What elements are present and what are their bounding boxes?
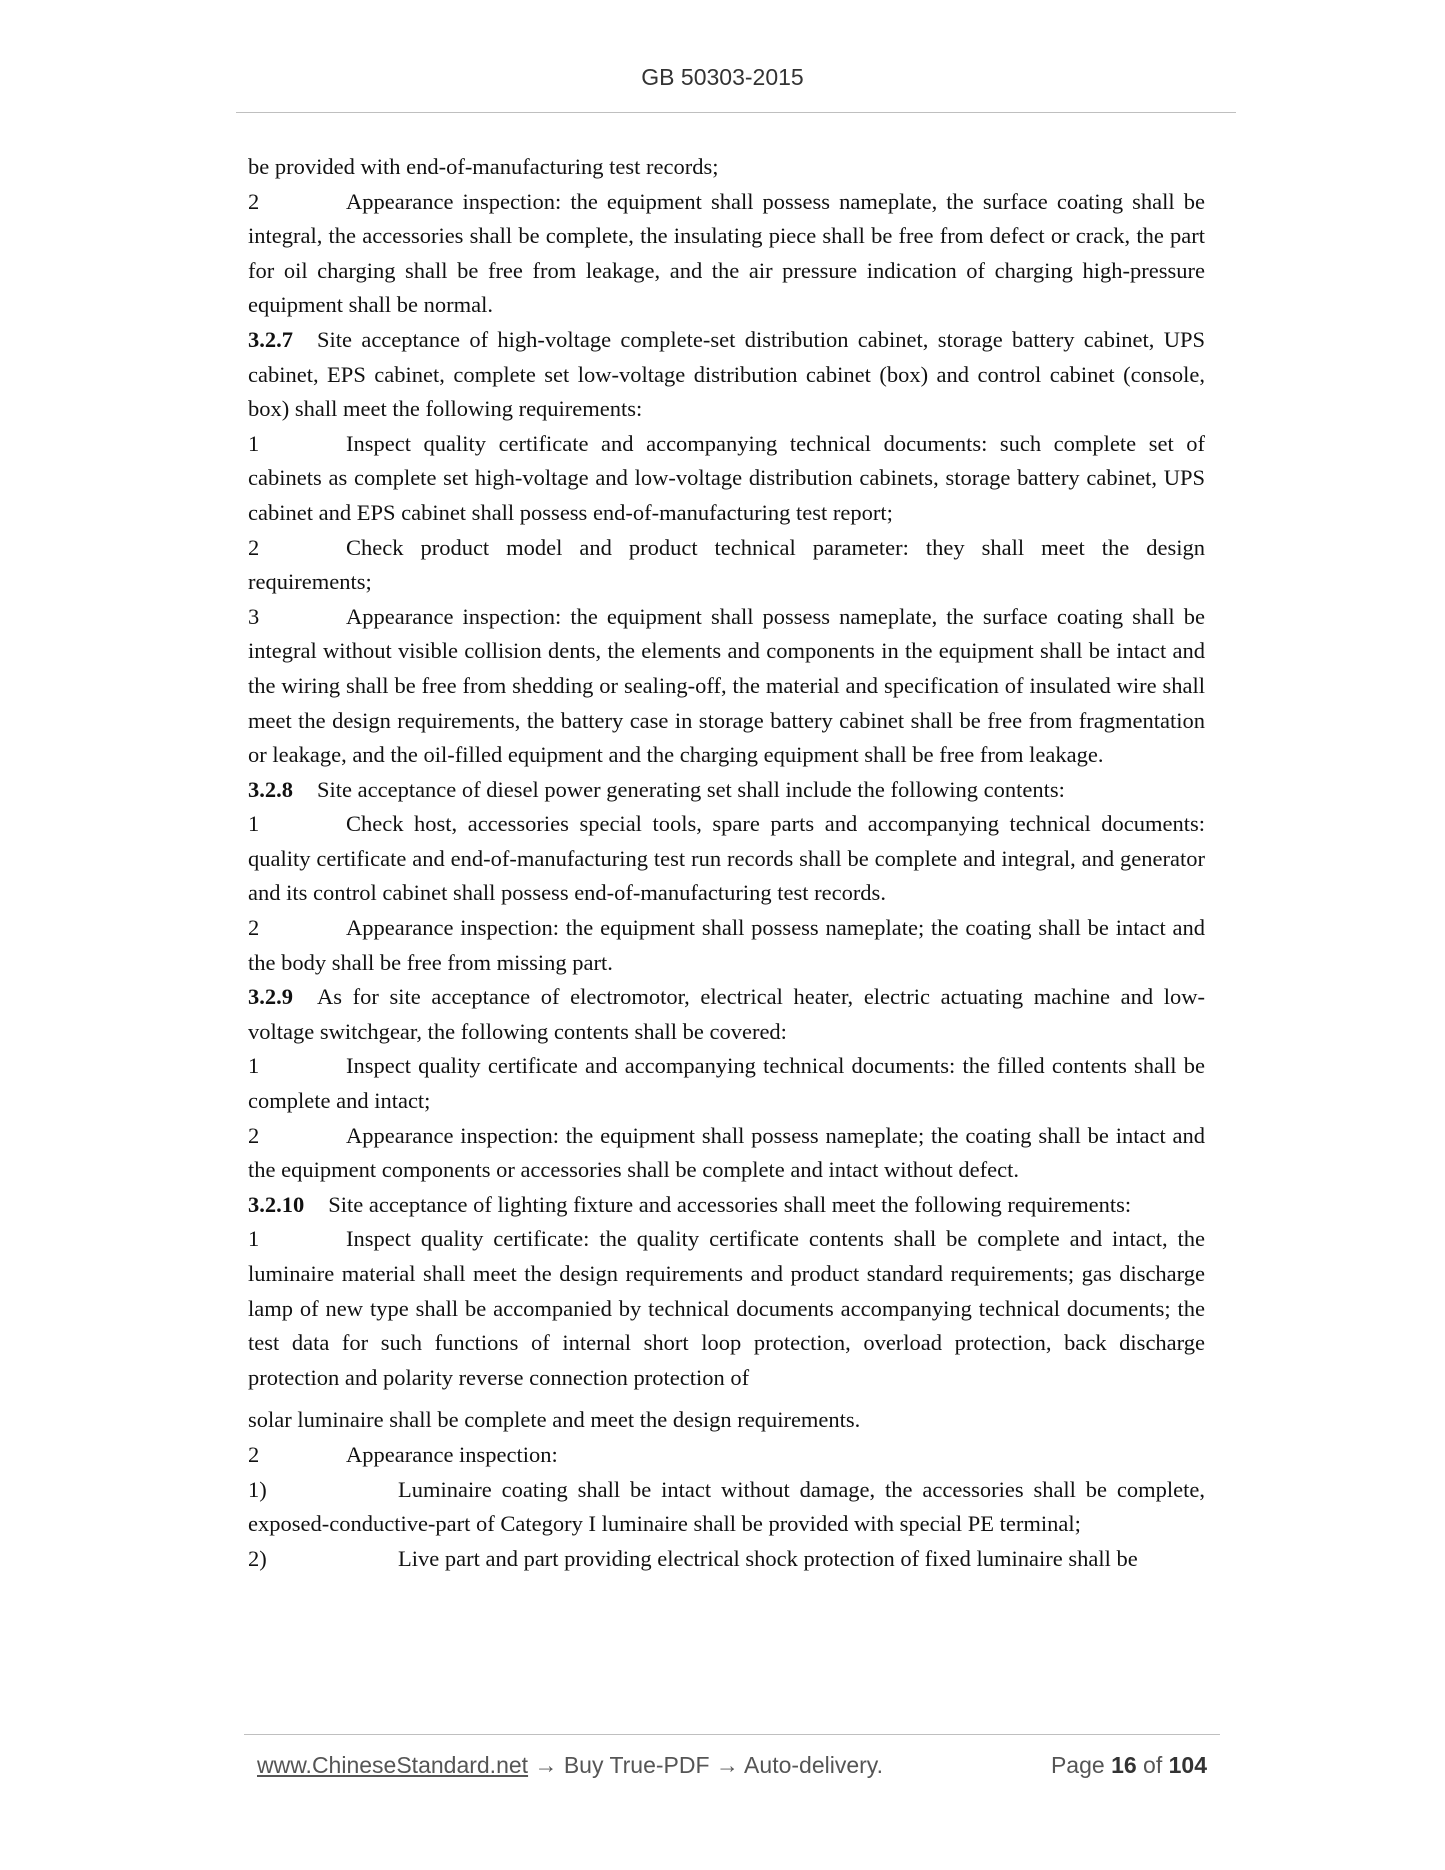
paragraph-text: Inspect quality certificate and accompanying technical documents: the filled contents shall be complete and intact; (248, 1053, 1205, 1114)
list-item (248, 1473, 1205, 1542)
paragraph-text: Inspect quality certificate and accompanying technical documents: such complete set of cabinets as complete set high-voltage and low-voltage distribution cabinets, storage battery cabinet, UPS cabinet and EPS cabinet shall possess end-of-manufacturing test report; (248, 430, 1205, 525)
item-number: 3 (248, 603, 260, 629)
document-body (248, 150, 1205, 1576)
text-paragraph (248, 1403, 1205, 1438)
clause-number: 3.2.7 (248, 326, 293, 352)
paragraph-text: Appearance inspection: the equipment shall possess nameplate, the surface coating shall be integral, the accessories shall be complete, the insulating piece shall be free from defect or crack, the part for oil charging shall be free from leakage, and the air pressure indication of charging high-pressure equipment shall be normal. (248, 188, 1205, 318)
paragraph-text: solar luminaire shall be complete and meet the design requirements. (248, 1407, 861, 1433)
list-item (248, 1438, 1205, 1473)
item-number: 1 (248, 811, 260, 837)
item-number: 1) (248, 1476, 267, 1502)
text-paragraph (248, 150, 1205, 185)
clause-paragraph (248, 323, 1205, 427)
site-link[interactable]: www.ChineseStandard.net (257, 1752, 529, 1778)
paragraph-text: Check product model and product technical parameter: they shall meet the design requirements; (248, 534, 1205, 595)
list-item (248, 600, 1205, 773)
clause-number: 3.2.8 (248, 776, 293, 802)
paragraph-text: As for site acceptance of electromotor, electrical heater, electric actuating machine and low-voltage switchgear, the following contents shall be covered: (248, 984, 1205, 1044)
paragraph-text: Appearance inspection: the equipment shall possess nameplate; the coating shall be intact and the body shall be free from missing part. (248, 915, 1205, 975)
list-item (248, 1542, 1205, 1577)
item-number: 2 (248, 534, 260, 560)
page-total: 104 (1168, 1752, 1207, 1778)
list-item (248, 911, 1205, 980)
item-number: 2 (248, 1122, 260, 1148)
clause-number: 3.2.10 (248, 1191, 305, 1217)
clause-number: 3.2.9 (248, 984, 293, 1010)
clause-paragraph (248, 773, 1205, 808)
list-item (248, 185, 1205, 323)
item-number: 1 (248, 1053, 260, 1079)
page-middle: of (1136, 1752, 1169, 1778)
paragraph-text: Site acceptance of diesel power generating set shall include the following contents: (317, 776, 1065, 802)
paragraph-text: Inspect quality certificate: the quality certificate contents shall be complete and intact, the luminaire material shall meet the design requirements and product standard requirements; gas discharge lamp of new type shall be accompanied by technical documents accompanying technical documents; the test data for such functions of internal short loop protection, overload protection, back discharge protection and polarity reverse connection protection of (248, 1226, 1205, 1390)
item-number: 1 (248, 430, 260, 456)
footer-tagline: → Buy True-PDF → Auto-delivery. (528, 1752, 883, 1778)
paragraph-text: Appearance inspection: the equipment shall possess nameplate; the coating shall be intact and the equipment components or accessories shall be complete and intact without defect. (248, 1122, 1205, 1183)
page-gap (248, 1395, 1205, 1403)
page-number (1051, 1752, 1207, 1779)
paragraph-text: Check host, accessories special tools, spare parts and accompanying technical documents: quality certificate and end-of-manufacturing test run records shall be complete and integral, and generator and its control cabinet shall possess end-of-manufacturing test records. (248, 811, 1205, 906)
item-number: 2 (248, 188, 260, 214)
item-number: 2 (248, 1441, 260, 1467)
paragraph-text: Appearance inspection: the equipment shall possess nameplate, the surface coating shall be integral without visible collision dents, the elements and components in the equipment shall be intact and the wiring shall be free from shedding or sealing-off, the material and specification of insulated wire shall meet the design requirements, the battery case in storage battery cabinet shall be free from fragmentation or leakage, and the oil-filled equipment and the charging equipment shall be free from leakage. (248, 603, 1205, 768)
list-item (248, 531, 1205, 600)
clause-paragraph (248, 1188, 1205, 1223)
clause-paragraph (248, 980, 1205, 1049)
page-header: GB 50303-2015 (641, 64, 804, 90)
list-item (248, 1119, 1205, 1188)
list-item (248, 1049, 1205, 1118)
item-number: 2 (248, 915, 260, 941)
item-number: 1 (248, 1226, 260, 1252)
page-current: 16 (1111, 1752, 1137, 1778)
list-item (248, 427, 1205, 531)
paragraph-text: Luminaire coating shall be intact without damage, the accessories shall be complete, exposed-conductive-part of Category I luminaire shall be provided with special PE terminal; (248, 1476, 1205, 1537)
footer-rule (244, 1734, 1220, 1735)
list-item (248, 1222, 1205, 1395)
page-footer (257, 1752, 1207, 1779)
item-number: 2) (248, 1545, 267, 1571)
header-rule (236, 112, 1236, 113)
paragraph-text: be provided with end-of-manufacturing test records; (248, 154, 719, 179)
paragraph-text: Appearance inspection: (346, 1441, 558, 1467)
paragraph-text: Live part and part providing electrical shock protection of fixed luminaire shall be (398, 1545, 1138, 1571)
paragraph-text: Site acceptance of lighting fixture and accessories shall meet the following requirements: (328, 1191, 1132, 1217)
list-item (248, 807, 1205, 911)
paragraph-text: Site acceptance of high-voltage complete-set distribution cabinet, storage battery cabinet, UPS cabinet, EPS cabinet, complete set low-voltage distribution cabinet (box) and control cabinet (console, box) shall meet the following requirements: (248, 326, 1205, 422)
page-prefix: Page (1050, 1752, 1112, 1778)
